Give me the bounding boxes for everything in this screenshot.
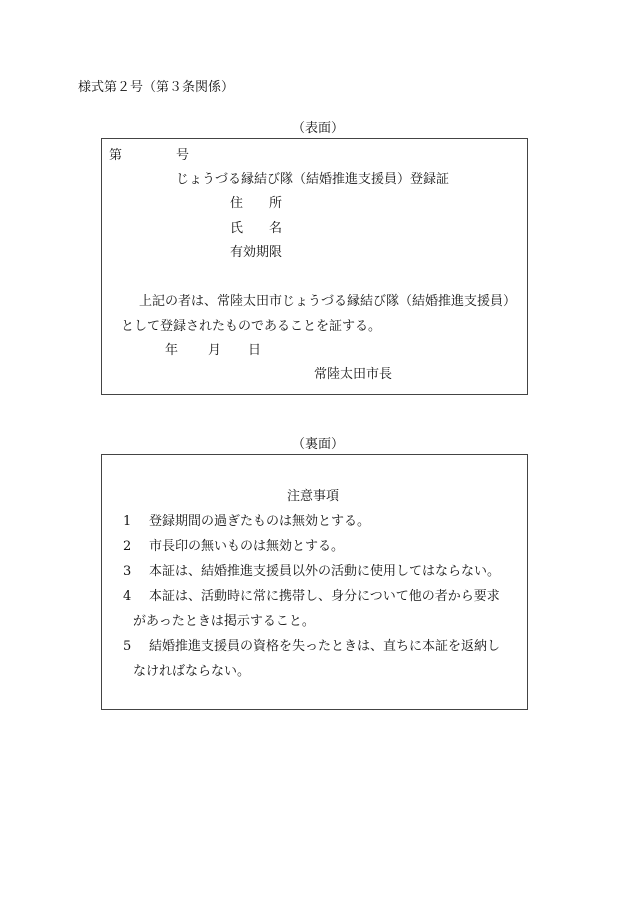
note-number: 2 <box>123 539 132 554</box>
note-line-continued: なければならない。 <box>133 664 251 679</box>
note-number: 3 <box>123 564 132 579</box>
front-label: （表面） <box>292 121 345 136</box>
note-line-continued: があったときは掲示すること。 <box>133 614 315 629</box>
note-line: 本証は、活動時に常に携帯し、身分について他の者から要求 <box>149 589 500 604</box>
date-month: 月 <box>208 343 222 358</box>
number-suffix: 号 <box>176 148 190 163</box>
date-day: 日 <box>248 343 262 358</box>
number-prefix: 第 <box>109 148 123 163</box>
note-line: 登録期間の過ぎたものは無効とする。 <box>149 514 371 529</box>
body-line-1: 上記の者は、常陸太田市じょうづる縁結び隊（結婚推進支援員） <box>139 294 517 309</box>
note-line: 本証は、結婚推進支援員以外の活動に使用してはならない。 <box>149 564 501 579</box>
note-line: 結婚推進支援員の資格を失ったときは、直ちに本証を返納し <box>149 639 501 654</box>
date-year: 年 <box>165 343 179 358</box>
issuer: 常陸太田市長 <box>314 367 393 382</box>
note-number: 4 <box>123 589 132 604</box>
back-label: （裏面） <box>292 437 345 452</box>
field-address-label: 住 所 <box>230 196 283 211</box>
body-line-2: として登録されたものであることを証する。 <box>121 319 382 334</box>
note-number: 1 <box>123 514 132 529</box>
form-title: 様式第２号（第３条関係） <box>78 80 235 95</box>
note-number: 5 <box>123 639 132 654</box>
note-line: 市長印の無いものは無効とする。 <box>149 539 345 554</box>
notes-title: 注意事項 <box>287 489 340 504</box>
card-title: じょうづる縁結び隊（結婚推進支援員）登録証 <box>176 172 450 187</box>
back-card <box>101 454 528 710</box>
front-card <box>101 138 528 395</box>
field-name-label: 氏 名 <box>230 221 283 236</box>
field-validity-label: 有効期限 <box>230 245 283 260</box>
